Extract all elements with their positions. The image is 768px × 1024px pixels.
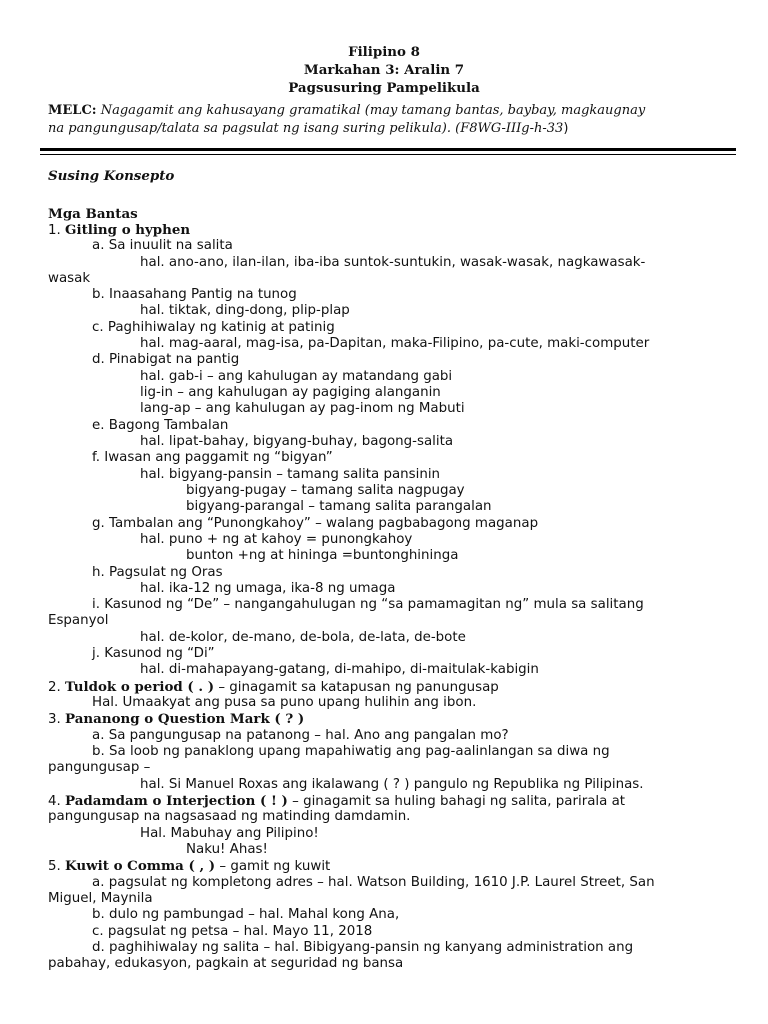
text-line-1a-hal-cont — [48, 271, 90, 287]
melc-close: ) — [563, 121, 569, 136]
text-line-1h-hal — [140, 581, 395, 597]
line-text: Naku! Ahas! — [186, 842, 268, 857]
line-text: Hal. Mabuhay ang Pilipino! — [140, 826, 319, 841]
line-text: hal. ano-ano, ilan-ilan, iba-iba suntok-suntukin, wasak-wasak, nagkawasak- — [140, 255, 646, 270]
line-text: 5. — [48, 859, 66, 874]
text-line-1g — [92, 516, 538, 532]
text-line-item-1 — [48, 222, 190, 239]
melc-paragraph — [48, 102, 728, 138]
line-text: Espanyol — [48, 613, 109, 628]
line-text: hal. gab-i – ang kahulugan ay matandang gabi — [140, 369, 453, 384]
line-text: f. Iwasan ang paggamit ng “bigyan” — [92, 450, 333, 465]
text-line-4-hal2 — [186, 842, 268, 858]
line-text: hal. puno + ng at kahoy = punongkahoy — [140, 532, 413, 547]
line-text: hal. bigyang-pansin – tamang salita pansinin — [140, 467, 441, 482]
line-text: hal. mag-aaral, mag-isa, pa-Dapitan, maka-Filipino, pa-cute, maki-computer — [140, 336, 650, 351]
text-line-1c-hal — [140, 336, 649, 352]
bold-term: Pananong o Question Mark ( ? ) — [65, 711, 305, 727]
line-text: b. dulo ng pambungad – hal. Mahal kong Ana, — [92, 907, 400, 922]
line-text: c. Paghihiwalay ng katinig at patinig — [92, 320, 335, 335]
line-text: 2. — [48, 680, 66, 695]
divider-thin — [40, 154, 736, 155]
text-line-1f — [92, 450, 333, 466]
line-text: 4. — [48, 794, 66, 809]
text-line-5c — [92, 924, 372, 940]
text-line-1d — [92, 352, 239, 368]
text-line-item-4 — [48, 793, 625, 810]
bold-term: Tuldok o period ( . ) — [65, 679, 215, 695]
text-line-1a-hal — [140, 255, 645, 271]
line-text: b. Inaasahang Pantig na tunog — [92, 287, 297, 302]
text-line-1d-hal2 — [140, 385, 441, 401]
line-text: wasak — [48, 271, 91, 286]
text-line-5a-cont — [48, 891, 153, 907]
text-line-1e — [92, 418, 228, 434]
line-text: i. Kasunod ng “De” – nangangahulugan ng “sa pamamagitan ng” mula sa salitang — [92, 597, 644, 612]
line-text: 1. — [48, 223, 66, 238]
line-text: d. Pinabigat na pantig — [92, 352, 240, 367]
line-text: a. Sa pangungusap na patanong – hal. Ano ang pangalan mo? — [92, 728, 509, 743]
text-line-1d-hal1 — [140, 369, 452, 385]
text-line-1b-hal — [140, 303, 350, 319]
text-line-1a — [92, 238, 233, 254]
text-line-1f-hal3 — [186, 499, 492, 515]
line-text: hal. Si Manuel Roxas ang ikalawang ( ? ) pangulo ng Republika ng Pilipinas. — [140, 777, 644, 792]
line-text: Hal. Umaakyat ang pusa sa puno upang hulihin ang ibon. — [92, 695, 477, 710]
divider-thick — [40, 148, 736, 151]
doc-title: Filipino 8 — [348, 44, 420, 60]
text-line-item-2 — [48, 679, 499, 696]
line-text: j. Kasunod ng “Di” — [92, 646, 215, 661]
line-text: d. paghihiwalay ng salita – hal. Bibigyang-pansin ng kanyang administration ang — [92, 940, 634, 955]
line-text: a. pagsulat ng kompletong adres – hal. Watson Building, 1610 J.P. Laurel Street, San — [92, 875, 655, 890]
doc-subtitle: Markahan 3: Aralin 7 — [303, 62, 465, 78]
text-line-item-3 — [48, 711, 304, 728]
text-line-1b — [92, 287, 297, 303]
text-line-5d-cont — [48, 956, 403, 972]
text-line-1f-hal1 — [140, 467, 440, 483]
line-text: hal. lipat-bahay, bigyang-buhay, bagong-salita — [140, 434, 454, 449]
line-text: – gamit ng kuwit — [215, 859, 331, 874]
line-text: – ginagamit sa katapusan ng panungusap — [214, 680, 499, 695]
text-line-5b — [92, 907, 399, 923]
melc-text-2: na pangungusap/talata sa pagsulat ng isang suring pelikula). (F8WG-IIIg-h-33 — [48, 121, 564, 136]
doc-topic: Pagsusuring Pampelikula — [288, 80, 480, 96]
line-text: h. Pagsulat ng Oras — [92, 565, 223, 580]
bold-term: Kuwit o Comma ( , ) — [65, 858, 216, 874]
text-line-1c — [92, 320, 335, 336]
line-text: hal. ika-12 ng umaga, ika-8 ng umaga — [140, 581, 396, 596]
text-line-1g-hal1 — [140, 532, 412, 548]
text-line-1f-hal2 — [186, 483, 465, 499]
line-text: hal. de-kolor, de-mano, de-bola, de-lata, de-bote — [140, 630, 466, 645]
bold-term: Gitling o hyphen — [65, 222, 191, 238]
text-line-1i — [92, 597, 644, 613]
line-text: 3. — [48, 712, 66, 727]
text-line-1g-hal2 — [186, 548, 458, 564]
line-text: Miguel, Maynila — [48, 891, 153, 906]
text-line-5a — [92, 875, 655, 891]
line-text: e. Bagong Tambalan — [92, 418, 229, 433]
line-text: g. Tambalan ang “Punongkahoy” – walang pagbabagong maganap — [92, 516, 539, 531]
text-line-item-5 — [48, 858, 330, 875]
line-text: lig-in – ang kahulugan ay pagiging alanganin — [140, 385, 441, 400]
text-line-mga-bantas — [48, 206, 138, 223]
melc-text-1: Nagagamit ang kahusayang gramatikal (may tamang bantas, baybay, magkaugnay — [96, 103, 646, 118]
text-line-1d-hal3 — [140, 401, 465, 417]
text-line-1i-hal — [140, 630, 466, 646]
text-line-1e-hal — [140, 434, 453, 450]
line-text: pangungusap na nagsasaad ng matinding damdamin. — [48, 809, 411, 824]
bold-term: Padamdam o Interjection ( ! ) — [65, 793, 288, 809]
line-text: pangungusap – — [48, 760, 151, 775]
line-text: bunton +ng at hininga =buntonghininga — [186, 548, 459, 563]
bold-term: Mga Bantas — [48, 206, 138, 222]
line-text: – ginagamit sa huling bahagi ng salita, parirala at — [287, 794, 626, 809]
text-line-4-hal1 — [140, 826, 319, 842]
section-title: Susing Konsepto — [48, 168, 175, 184]
line-text: bigyang-parangal – tamang salita parangalan — [186, 499, 492, 514]
text-line-3b — [92, 744, 610, 760]
line-text: lang-ap – ang kahulugan ay pag-inom ng Mabuti — [140, 401, 465, 416]
melc-label: MELC: — [48, 103, 97, 118]
line-text: b. Sa loob ng panaklong upang mapahiwatig ang pag-aalinlangan sa diwa ng — [92, 744, 610, 759]
line-text: c. pagsulat ng petsa – hal. Mayo 11, 2018 — [92, 924, 373, 939]
line-text: a. Sa inuulit na salita — [92, 238, 233, 253]
text-line-5d — [92, 940, 633, 956]
text-line-3b-hal — [140, 777, 644, 793]
text-line-1h — [92, 565, 223, 581]
text-line-3a — [92, 728, 509, 744]
text-line-3b-cont — [48, 760, 150, 776]
line-text: pabahay, edukasyon, pagkain at seguridad ng bansa — [48, 956, 404, 971]
text-line-4-cont — [48, 809, 410, 825]
line-text: bigyang-pugay – tamang salita nagpugay — [186, 483, 465, 498]
line-text: hal. tiktak, ding-dong, plip-plap — [140, 303, 350, 318]
text-line-1i-cont — [48, 613, 108, 629]
text-line-2-hal — [92, 695, 476, 711]
text-line-1j — [92, 646, 215, 662]
text-line-1j-hal — [140, 662, 539, 678]
line-text: hal. di-mahapayang-gatang, di-mahipo, di-maitulak-kabigin — [140, 662, 539, 677]
